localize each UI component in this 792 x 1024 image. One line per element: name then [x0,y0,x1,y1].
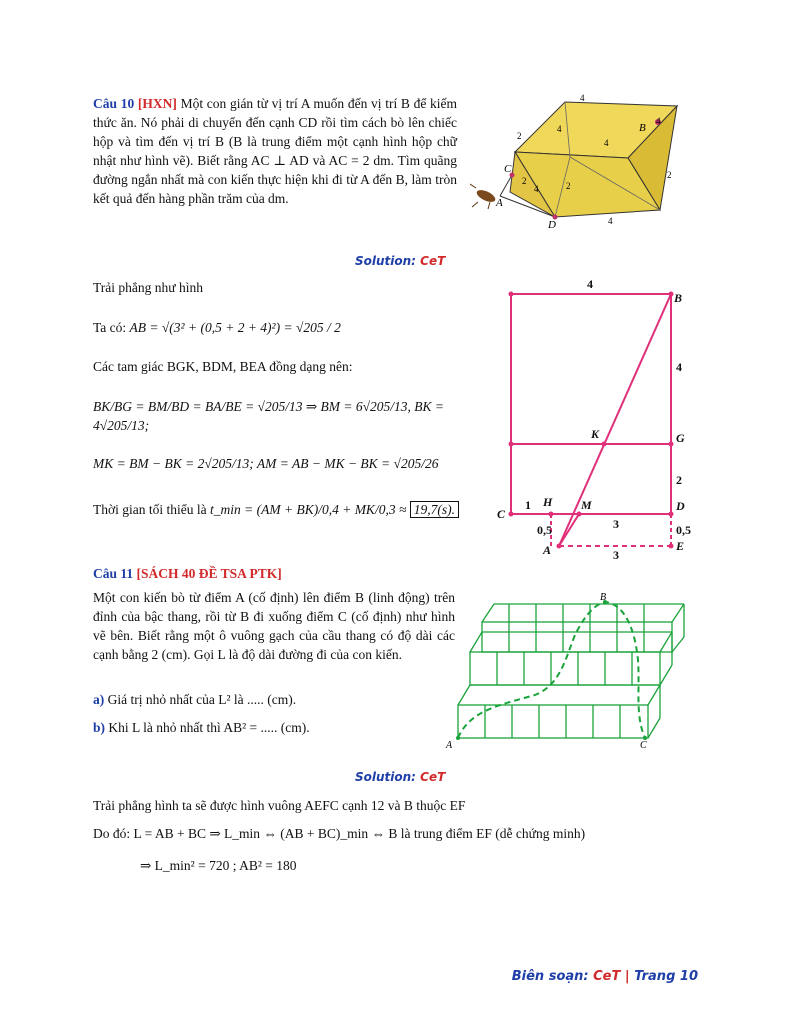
net-label: 0,5 [537,523,552,537]
sol10-line1: Trải phẳng như hình [93,280,203,295]
q11-part-b [93,718,310,737]
solution-author: CeT [420,254,446,268]
net-label: H [543,495,553,509]
box-label: D [548,219,556,231]
sol10-line6 [93,500,493,519]
net-label: 4 [587,277,593,291]
box-label: 2 [517,131,522,141]
net-path-AB [559,294,671,546]
net-label: B [674,291,683,305]
solution-label: Solution: [355,770,416,784]
question-10 [93,94,457,208]
sol10-line6-expr: t_min = (AM + BK)/0,4 + MK/0,3 ≈ [210,502,407,517]
net-label: 0,5 [676,523,691,537]
q11-title: Câu 11 [93,566,134,581]
net-label: G [676,431,685,445]
box-label: 4 [604,138,609,148]
stairs-label: A [446,740,453,751]
net-figure [495,276,705,566]
net-label: K [591,427,600,441]
footer [512,969,698,984]
box-label: 4 [656,116,661,126]
net-label: 2 [676,473,682,487]
net-outer-rect [511,294,671,514]
net-label: 3 [613,517,619,531]
sol10-line2 [93,318,341,337]
footer-page: Trang 10 [634,969,698,984]
q11-b-label: b) [93,720,106,735]
footer-label: Biên soạn: [511,969,589,984]
sol10-line3: Các tam giác BGK, BDM, BEA đồng dạng nên: [93,359,353,374]
stairs-blocks [458,604,684,738]
net-label: E [676,539,685,553]
box-label: 4 [534,184,539,194]
sol10-line2-expr: AB = √(3² + (0,5 + 2 + 4)²) = √205 / 2 [129,320,341,335]
box-label: 4 [580,93,585,103]
sol11-line1: Trải phẳng hình ta sẽ được hình vuông AEFC cạnh 12 và B thuộc EF [93,798,466,813]
box-label: 4 [557,124,562,134]
net-label: D [676,499,685,513]
box-label: 2 [667,170,672,180]
q10-tag: [HXN] [137,96,177,111]
net-label: M [581,498,592,512]
q11-part-a [93,690,296,709]
sol10-line2-prefix: Ta có: [93,320,127,335]
q10-title: Câu 10 [93,96,135,111]
box-label: B [639,122,646,134]
sol11-line3: ⇒ L_min² = 720 ; AB² = 180 [140,858,297,873]
stairs-label: C [640,740,647,751]
footer-sep: | [624,969,630,984]
sol10-answer: 19,7(s). [410,501,459,518]
solution-author: CeT [420,770,446,784]
sol11-line2: Do đó: L = AB + BC ⇒ L_min ⇔ (AB + BC)_min ⇔ B là trung điểm EF (dễ chứng minh) [93,826,586,841]
box-label: 2 [566,181,571,191]
solution-label: Solution: [355,254,416,268]
box-label: 2 [522,176,527,186]
sol10-line4: BK/BG = BM/BD = BA/BE = √205/13 ⇒ BM = 6√205/13, BK = 4√205/13; [93,399,445,433]
sol10-line6-prefix: Thời gian tối thiểu là [93,502,207,517]
sol10-line5: MK = BM − BK = 2√205/13; AM = AB − MK − BK = √205/26 [93,456,439,471]
net-label: 4 [676,360,682,374]
q11-tag: [SÁCH 40 ĐỀ TSA PTK] [136,566,282,581]
q11-b-text: Khi L là nhỏ nhất thì AB² = ..... (cm). [108,720,310,735]
net-label: 3 [613,548,619,562]
q11-a-text: Giá trị nhỏ nhất của L² là ..... (cm). [107,692,297,707]
box-label: 4 [608,216,613,226]
net-label: 1 [525,498,531,512]
net-seg-AM [559,514,579,546]
solution-heading-11 [355,770,445,784]
net-label: A [543,543,552,557]
question-11-heading [93,564,282,583]
cockroach-icon [470,184,497,209]
stairs-label: B [600,592,607,603]
stairs-figure [440,590,710,755]
q10-text: Một con gián từ vị trí A muốn đến vị trí B để kiếm thức ăn. Nó phải di chuyển đến cạnh CD rồi tìm cách bò lên chiếc hộp và tìm đến vị trí B (B là trung điểm một cạnh hình hộp chữ nhật như hình vẽ). Biết rằng AC ⊥ AD và AC = 2 dm. Tìm quãng đường ngắn nhất mà con kiến thực hiện khi đi từ A đến B, làm tròn kết quả đến hàng phần trăm của dm. [93,96,458,206]
q11-a-label: a) [93,692,105,707]
box-figure [470,92,700,232]
footer-author: CeT [593,969,621,984]
q11-text: Một con kiến bò từ điểm A (cố định) lên điểm B (linh động) trên đỉnh của bậc thang, rồi từ B đi xuống điểm C (cố định) như hình vẽ bên. Biết rằng một ô vuông gạch của cầu thang có độ dài các cạnh bằng 2 (cm). Gọi L là độ dài đường đi của con kiến. [93,590,455,662]
net-label: C [497,507,506,521]
box-label: C [504,163,512,175]
edge-AC [500,175,512,196]
point-A [456,736,460,740]
box-label: A [496,197,503,209]
solution-heading-10 [355,254,445,268]
